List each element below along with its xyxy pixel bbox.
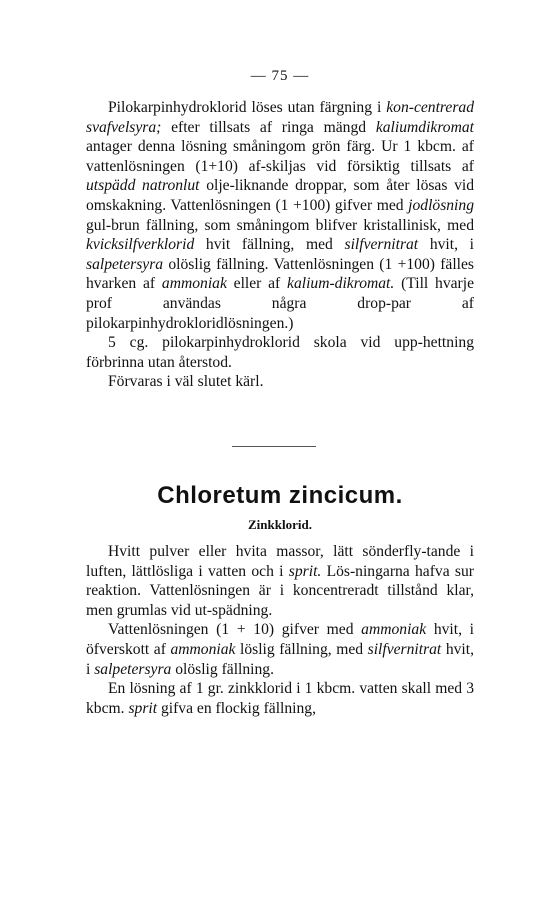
text-run: Hvitt pulver eller hvita massor, lätt sönderfly-tande i luften, lättlösliga i vatten och i xyxy=(86,543,474,580)
text-run: olöslig fällning. Vattenlösningen (1 +100) fälles hvarken af xyxy=(86,255,474,293)
italic-term: sprit. xyxy=(288,562,322,580)
section-heading: Chloretum zincicum. xyxy=(157,482,403,509)
text-run: eller af xyxy=(226,275,288,293)
italic-term: kaliumdikromat xyxy=(375,118,474,136)
italic-term: ammoniak xyxy=(170,640,236,658)
text-run: hvit, i öfverskott af xyxy=(86,621,474,658)
italic-term: salpetersyra xyxy=(86,255,164,273)
text-run: hvit, i xyxy=(418,236,474,254)
paragraph xyxy=(86,98,474,333)
text-run: löslig fällning, med xyxy=(235,640,368,658)
italic-term: kvicksilfverklorid xyxy=(86,236,195,254)
italic-term: sprit xyxy=(128,699,158,717)
section-divider xyxy=(232,446,316,447)
paragraph xyxy=(86,372,474,392)
text-run: gul-brun fällning, som småningom blifver kristallinisk, med xyxy=(86,216,474,234)
text-run: gifva en flockig fällning, xyxy=(157,699,316,717)
paragraph xyxy=(86,620,474,679)
italic-term: kalium-dikromat. xyxy=(287,275,395,293)
text-run: Pilokarpinhydroklorid löses utan färgning i xyxy=(108,99,387,116)
italic-term: salpetersyra xyxy=(94,660,172,678)
text-block-pilokarpin xyxy=(86,98,474,392)
text-run: 5 cg. pilokarpinhydroklorid skola vid upp-hettning förbrinna utan återstod. xyxy=(86,334,474,371)
italic-term: silfvernitrat xyxy=(344,236,419,254)
text-run: antager denna lösning småningom grön färg. Ur 1 kbcm. af vattenlösningen (1+10) af-skiljas vid försiktig tillsats af xyxy=(86,138,474,175)
italic-term: kon-centrerad svafvelsyra; xyxy=(86,99,474,136)
text-run: Förvaras i väl slutet kärl. xyxy=(108,373,264,391)
text-run: Lös-ningarna hafva sur reaktion. Vattenlösningen är i koncentreradt tillstånd klar, men grumlas vid ut-spädning. xyxy=(86,562,474,619)
italic-term: ammoniak xyxy=(361,621,427,639)
text-run: En lösning af 1 gr. zinkklorid i 1 kbcm. vatten skall med 3 kbcm. xyxy=(86,680,474,717)
text-run: olje-liknande droppar, som åter lösas vid omskakning. Vattenlösningen (1 +100) gifver med xyxy=(86,177,475,214)
text-run: hvit, i xyxy=(86,640,474,678)
paragraph xyxy=(86,542,474,620)
italic-term: utspädd natronlut xyxy=(86,177,200,195)
paragraph xyxy=(86,333,474,372)
text-run: Vattenlösningen (1 + 10) gifver med xyxy=(108,621,362,639)
paragraph xyxy=(86,679,474,718)
text-block-zinkklorid xyxy=(86,542,474,718)
text-run: olöslig fällning. xyxy=(171,660,274,678)
italic-term: jodlösning xyxy=(408,196,474,214)
italic-term: silfvernitrat xyxy=(367,640,442,658)
italic-term: ammoniak xyxy=(161,275,227,293)
text-run: (Till hvarje prof användas några drop-par af pilokarpinhydrokloridlösningen.) xyxy=(86,275,474,332)
page-number: — 75 — xyxy=(250,68,310,84)
text-run: hvit fällning, med xyxy=(194,236,345,254)
section-subheading: Zinkklorid. xyxy=(248,517,312,532)
text-run: efter tillsats af ringa mängd xyxy=(161,118,376,136)
